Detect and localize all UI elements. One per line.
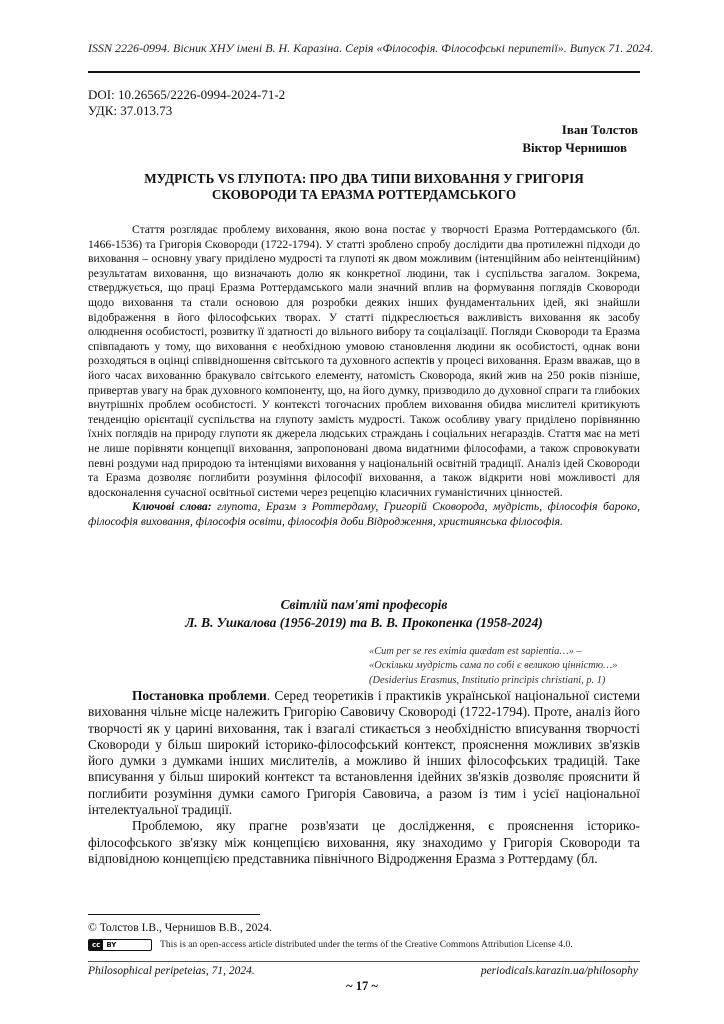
body-paragraph-text: Проблемою, яку прагне розв'язати це дослідження, є прояснення історико-філософського зв'язку між концепцією виховання, яку знаходимо у Григорія Сковороди та відповідною концепцією представника північного Відродження Еразма з Роттердаму (бл. xyxy=(88,818,640,866)
author-2: Віктор Чернишов xyxy=(522,140,627,155)
copyright-note: © Толстов І.В., Чернишов В.В., 2024. xyxy=(88,921,272,934)
article-title xyxy=(88,171,640,203)
keywords-label: Ключові слова: xyxy=(132,500,212,514)
abstract-text: Стаття розглядає проблему виховання, якою вона постає у творчості Еразма Роттердамського (бл. 1466-1536) та Григорія Сковороди (1722-1794). У статті зроблено спробу дослідити два протилежні підходи до виховання – основну увагу приділено мудрості та глупоті як двом можливим (інтенційним або неінтенційним) результатам виховання, що визначають долю як конкретної людини, так і суспільства загалом. Зокрема, стверджується, що праці Еразма Роттердамського мали значний вплив на формування поглядів Сковороди щодо виховання та стали основою для розробки деяких інших фундаментальних ідей, які знайшли відображення в його філософських творах. У статті підкреслюється важливість виховання як засобу олюднення особистості, розвитку її здатності до вільного вибору та соціалізації. Погляди Сковороди та Еразма співпадають у тому, що виховання є необхідною умовою становлення людини як особистості, однак вони розходяться в оцінці співвідношення світського та духовного аспектів у процесі виховання. Еразм вважав, що в його часах вихованню бракувало світського елементу, натомість Сковорода, який жив на 250 років пізніше, привертав увагу на брак духовного компоненту, що, на його думку, призводило до духовної спраги та глибоких внутрішніх проблем особистості. У контексті тогочасних проблем виховання обидва мислителі критикують тенденцію орієнтації суспільства на глупоту замість мудрості. Також особливу увагу приділено порівнянню їхніх поглядів на природу глупоти як джерела людських страждань і соціальних негараздів. Стаття має на меті не лише порівняти концепції виховання, запропоновані двома видатними філософами, а також спровокувати певні роздуми над природою та інтенціями виховання у національній освітній традиції. Аналіз ідей Сковороди та Еразма дозволяє поглибити розуміння філософії виховання, а також відкрити нові можливості для вдосконалення сучасної освітньої системи через рецепцію класичних гуманістичних цінностей. xyxy=(88,223,640,499)
title-line-1: МУДРІСТЬ VS ГЛУПОТА: ПРО ДВА ТИПИ ВИХОВАННЯ У ГРИГОРІЯ xyxy=(144,171,584,186)
keywords xyxy=(88,500,640,529)
page-number: ~ 17 ~ xyxy=(346,979,378,993)
article-meta xyxy=(88,87,285,119)
body-paragraph xyxy=(88,818,640,867)
dedication xyxy=(88,596,640,632)
author-list xyxy=(522,121,638,157)
abstract xyxy=(88,223,640,529)
author-1: Іван Толстов xyxy=(561,122,638,137)
footnote-rule xyxy=(88,914,260,915)
footer-rule xyxy=(88,961,640,962)
dedication-line-2: Л. В. Ушкалова (1956-2019) та В. В. Прокопенка (1958-2024) xyxy=(185,615,543,630)
running-header: ISSN 2226-0994. Вісник ХНУ імені В. Н. Каразіна. Серія «Філософія. Філософські перипетії». Випуск 71. 2024. xyxy=(88,41,654,55)
license-row xyxy=(88,938,573,952)
cc-badge-label: cc xyxy=(89,940,103,950)
section-heading: Постановка проблеми xyxy=(132,688,267,703)
epigraph xyxy=(369,645,649,688)
footer-url[interactable]: periodicals.karazin.ua/philosophy xyxy=(480,965,638,977)
body-paragraph xyxy=(88,688,640,818)
epigraph-source: (Desiderius Erasmus, Institutio principis christiani, p. 1) xyxy=(369,674,606,686)
title-line-2: СКОВОРОДИ ТА ЕРАЗМА РОТТЕРДАМСЬКОГО xyxy=(211,187,517,202)
article-body xyxy=(88,688,640,867)
license-text: This is an open-access article distributed under the terms of the Creative Commons Attribution License 4.0. xyxy=(160,939,573,950)
udc-code: УДК: 37.013.73 xyxy=(88,103,173,118)
footer-journal: Philosophical peripeteias, 71, 2024. xyxy=(88,965,255,977)
by-badge-label: BY xyxy=(106,941,117,949)
body-paragraph-text: . Серед теоретиків і практиків української національної системи виховання чільне місце належить Григорію Савовичу Сковороді (1722-1794). Проте, аналіз його творчості як у царині виховання, так і взагалі стикається з необхідністю вписування творчості Сковороди у більш широкий історико-філософський контекст, прояснення можливих зв'язків його думки з думками інших мислителів, а можливо й інших філософських традицій. Таке вписування у більш широкий контекст та встановлення ідейних зв'язків дозволяє прояснити й поглибити розуміння думки самого Григорія Савовича, а разом із тим і усієї національної інтелектуальної традиції. xyxy=(88,688,640,818)
epigraph-line-2: «Оскільки мудрість сама по собі є великою цінністю…» xyxy=(369,660,618,672)
keywords-text: глупота, Еразм з Роттердаму, Григорій Сковорода, мудрість, філософія бароко, філософія виховання, філософія освіти, філософія доби Відродження, християнська філософія. xyxy=(88,500,640,528)
epigraph-line-1: «Cum per se res eximia quædam est sapientia…» – xyxy=(369,646,582,657)
cc-by-icon[interactable] xyxy=(88,939,152,951)
dedication-line-1: Світлій пам'яті професорів xyxy=(280,597,448,612)
doi[interactable]: DOI: 10.26565/2226-0994-2024-71-2 xyxy=(88,87,286,102)
header-rule xyxy=(88,71,640,73)
